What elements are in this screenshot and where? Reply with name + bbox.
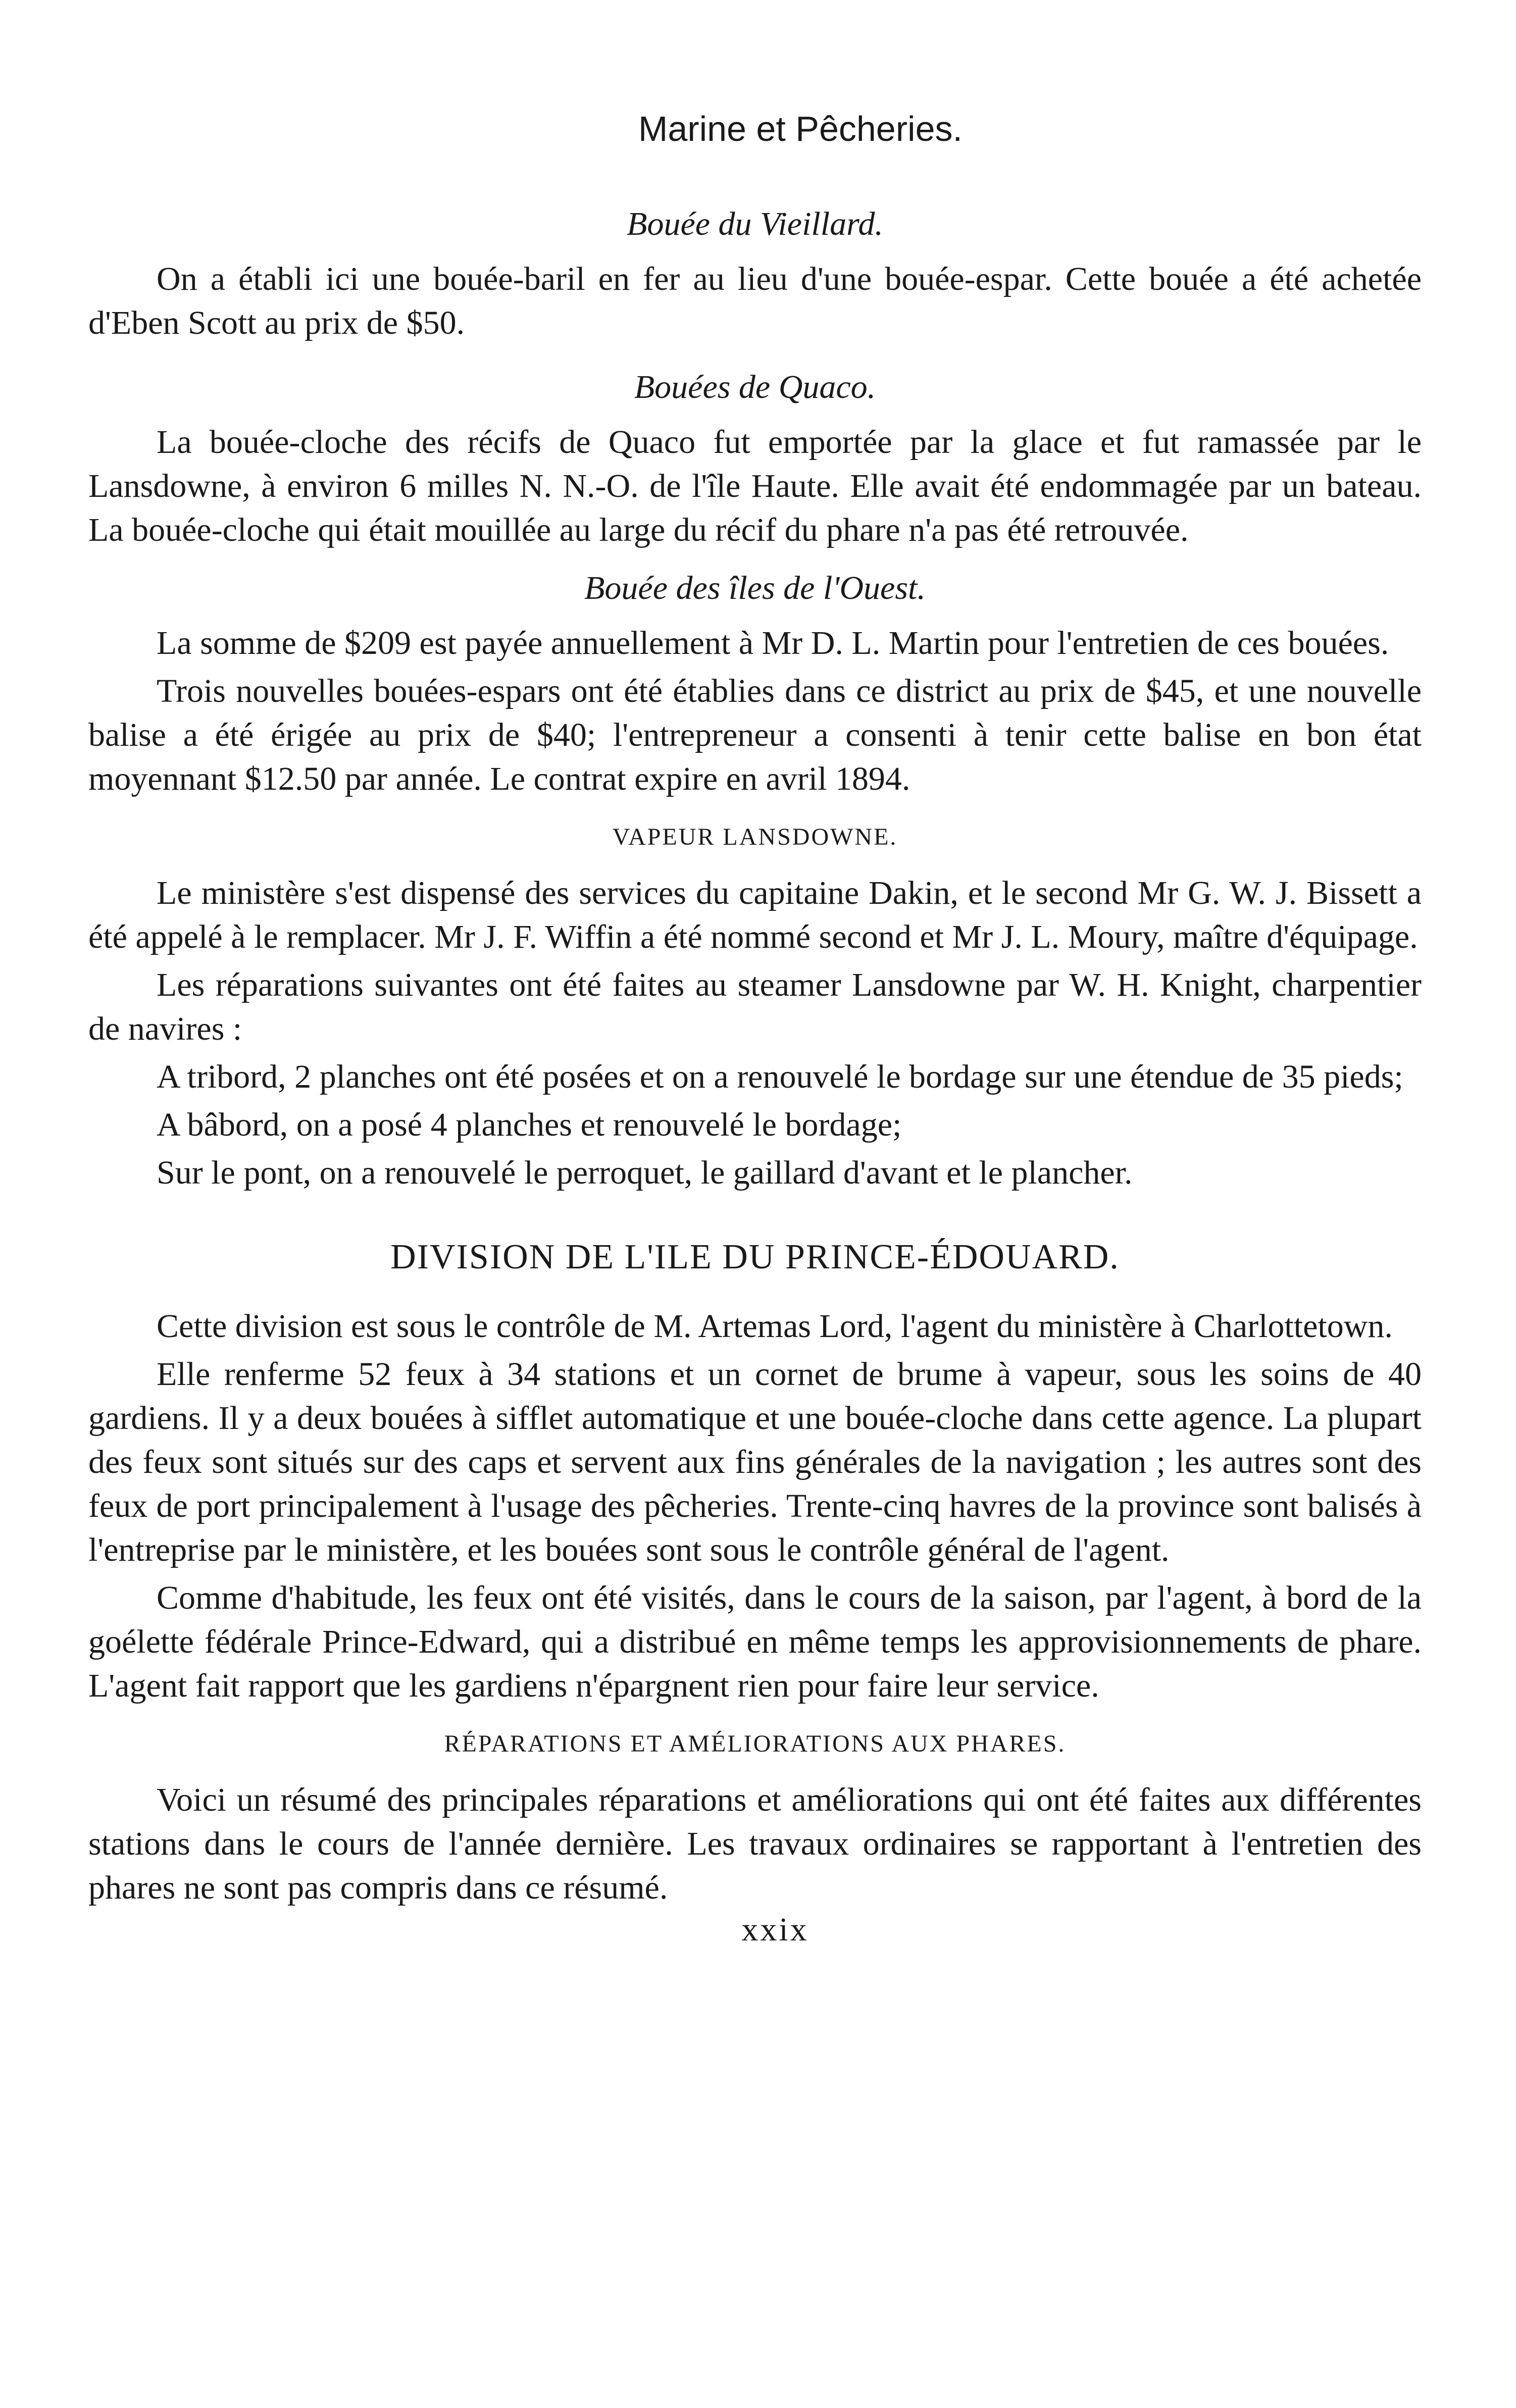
paragraph-division-2: Elle renferme 52 feux à 34 stations et un cornet de brume à vapeur, sous les soins de 40 gardiens. Il y a deux bouées à sifflet automatique et une bouée-cloche dans cette agence. La plupart des feux sont situés sur des caps et servent aux fins générales de la navigation ; les autres sont des feux de port principalement à l'usage des pêcheries. Trente-cinq havres de la province sont balisés à l'entreprise par le ministère, et les bouées sont sous le contrôle général de l'agent. — [88, 1356, 1422, 1568]
heading-bouee-vieillard: Bouée du Vieillard. — [627, 206, 883, 242]
paragraph-lansdowne-4: A bâbord, on a posé 4 planches et renouvelé le bordage; — [157, 1106, 902, 1143]
paragraph-lansdowne-2: Les réparations suivantes ont été faites au steamer Lansdowne par W. H. Knight, charpentier de navires : — [88, 966, 1422, 1047]
paragraph-iles-ouest-1: La somme de $209 est payée annuellement à Mr D. L. Martin pour l'entretien de ces bouées. — [157, 625, 1389, 661]
heading-reparations-phares: RÉPARATIONS ET AMÉLIORATIONS AUX PHARES. — [444, 1730, 1066, 1757]
paragraph-bouee-vieillard: On a établi ici une bouée-baril en fer au lieu d'une bouée-espar. Cette bouée a été achetée d'Eben Scott au prix de $50. — [88, 261, 1422, 341]
heading-division-ipe: DIVISION DE L'ILE DU PRINCE-ÉDOUARD. — [390, 1238, 1120, 1276]
heading-vapeur-lansdowne: VAPEUR LANSDOWNE. — [612, 824, 898, 850]
document-page — [88, 106, 1422, 2378]
paragraph-division-3: Comme d'habitude, les feux ont été visités, dans le cours de la saison, par l'agent, à bord de la goélette fédérale Prince-Edward, qui a distribué en même temps les approvisionnements de phare. L'agent fait rapport que les gardiens n'épargnent rien pour faire leur service. — [88, 1579, 1422, 1704]
heading-bouees-quaco: Bouées de Quaco. — [634, 369, 876, 405]
paragraph-division-1: Cette division est sous le contrôle de M. Artemas Lord, l'agent du ministère à Charlottetown. — [157, 1308, 1393, 1345]
page-number: xxix — [741, 1911, 809, 1948]
paragraph-iles-ouest-2: Trois nouvelles bouées-espars ont été établies dans ce district au prix de $45, et une nouvelle balise a été érigée au prix de $40; l'entrepreneur a consenti à tenir cette balise en bon état moyennant $12.50 par année. Le contrat expire en avril 1894. — [88, 673, 1422, 797]
heading-bouee-iles-ouest: Bouée des îles de l'Ouest. — [584, 570, 926, 606]
paragraph-lansdowne-3: A tribord, 2 planches ont été posées et on a renouvelé le bordage sur une étendue de 35 pieds; — [157, 1058, 1403, 1095]
running-head: Marine et Pêcheries. — [638, 109, 963, 148]
paragraph-bouees-quaco: La bouée-cloche des récifs de Quaco fut emportée par la glace et fut ramassée par le Lansdowne, à environ 6 milles N. N.-O. de l'île Haute. Elle avait été endommagée par un bateau. La bouée-cloche qui était mouillée au large du récif du phare n'a pas été retrouvée. — [88, 424, 1422, 548]
paragraph-reparations: Voici un résumé des principales réparations et améliorations qui ont été faites aux différentes stations dans le cours de l'année dernière. Les travaux ordinaires se rapportant à l'entretien des phares ne sont pas compris dans ce résumé. — [88, 1781, 1422, 1906]
paragraph-lansdowne-1: Le ministère s'est dispensé des services du capitaine Dakin, et le second Mr G. W. J. Bissett a été appelé à le remplacer. Mr J. F. Wiffin a été nommé second et Mr J. L. Moury, maître d'équipage. — [88, 875, 1422, 955]
paragraph-lansdowne-5: Sur le pont, on a renouvelé le perroquet, le gaillard d'avant et le plancher. — [157, 1154, 1133, 1191]
